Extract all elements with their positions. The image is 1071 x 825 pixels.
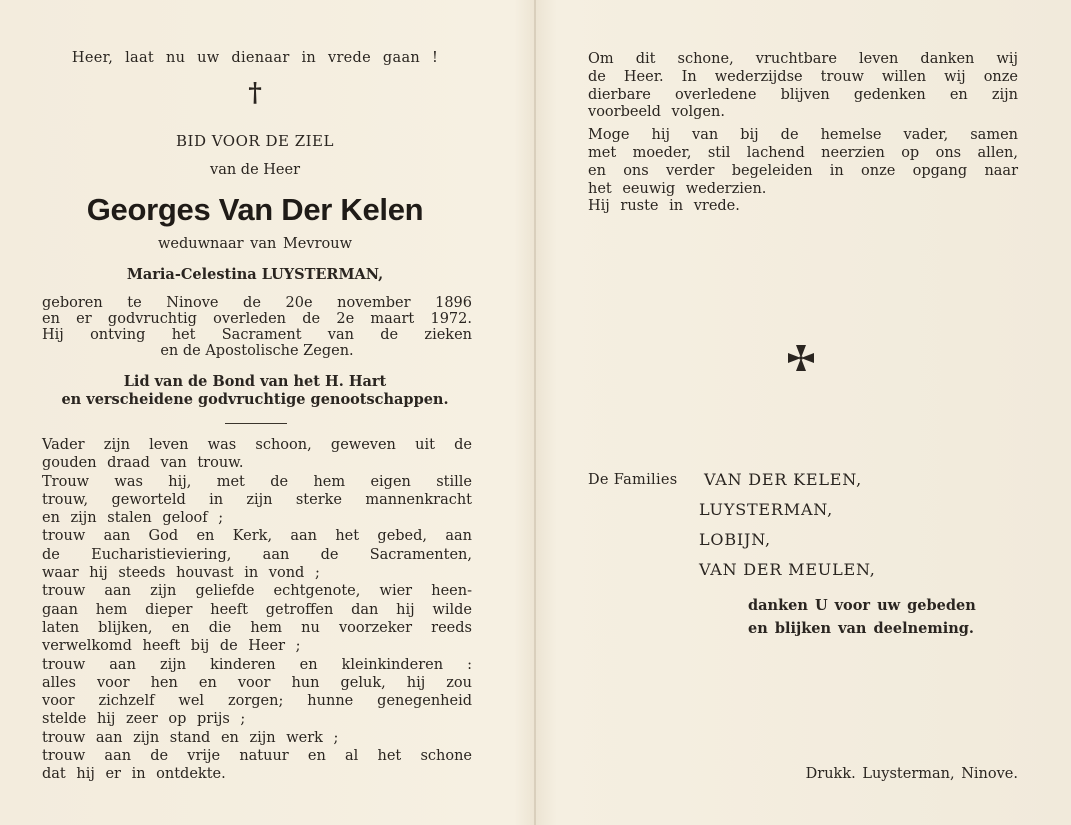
tribute-line: Trouw was hij, met de hem eigen stille [42,473,472,490]
tribute-line: trouw aan zijn geliefde echtgenote, wier heen- [42,583,472,600]
hope-line: het eeuwig wederzien. [588,180,767,197]
printer-credit: Drukk. Luysterman, Ninove. [805,766,1018,782]
thanks-line: voorbeeld volgen. [588,104,725,121]
tribute-line: trouw aan de vrije natuur en al het schone [42,748,472,765]
hope-line: Hij ruste in vrede. [588,198,740,215]
tribute-line: voor zichzelf wel zorgen; hunne genegenheid [42,693,472,710]
family-name: LOBIJN, [699,530,771,549]
detail-line: Hij ontving het Sacrament van de zieken [42,327,472,343]
latin-cross-icon: † [248,78,262,108]
of-the-lord: van de Heer [210,162,300,178]
divider [225,423,287,424]
tribute-line: laten blijken, en die hem nu voorzeker reeds [42,619,472,636]
closing-thanks [748,594,1018,640]
tribute-text [42,436,472,784]
tribute-line: trouw aan zijn kinderen en kleinkinderen : [42,656,472,673]
tribute-line: en zijn stalen geloof ; [42,510,224,527]
tribute-line: trouw, geworteld in zijn sterke mannenkracht [42,491,472,508]
tribute-line: waar hij steeds houvast in vond ; [42,565,320,582]
family-name: LUYSTERMAN, [699,500,833,519]
tribute-line: Vader zijn leven was schoon, geweven uit de [42,437,472,453]
hope-line: en ons verder begeleiden in onze opgang naar [588,162,1018,179]
thanks-line: Om dit schone, vruchtbare leven danken wij [588,51,1018,67]
bid-title: BID VOOR DE ZIEL [176,132,334,150]
closing-line: danken U voor uw gebeden [748,597,976,614]
tribute-line: stelde hij zeer op prijs ; [42,711,246,728]
family-name: VAN DER KELEN, [704,470,862,489]
tribute-line: dat hij er in ontdekte. [42,766,226,783]
detail-line: en er godvruchtig overleden de 2e maart 1972. [42,311,472,327]
detail-line: geboren te Ninove de 20e november 1896 [42,295,472,311]
card-fold [534,0,536,825]
tribute-line: gaan hem dieper heeft getroffen dan hij wilde [42,601,472,618]
wife-name: Maria-Celestina LUYSTERMAN, [126,266,384,283]
cross-pattee-icon [787,344,815,372]
thanks-text [588,51,1018,216]
hope-line: met moeder, stil lachend neerzien op ons allen, [588,144,1018,161]
detail-line: en de Apostolische Zegen. [160,343,354,359]
hope-line: Moge hij van bij de hemelse vader, samen [588,127,1018,144]
families-lead: De Families [588,472,678,488]
tribute-line: gouden draad van trouw. [42,455,244,472]
deceased-name: Georges Van Der Kelen [86,192,424,227]
widower-of: weduwnaar van Mevrouw [157,236,352,252]
thanks-line: dierbare overledene blijven gedenken en zijn [588,86,1018,103]
tribute-line: verwelkomd heeft bij de Heer ; [42,638,301,655]
tribute-line: de Eucharistieviering, aan de Sacramenten, [42,546,472,563]
membership-line: en verscheidene godvruchtige genootschappen. [61,391,449,408]
closing-line: en blijken van deelneming. [748,620,974,637]
motto: Heer, laat nu uw dienaar in vrede gaan ! [71,50,439,66]
tribute-line: trouw aan God en Kerk, aan het gebed, aan [42,528,472,545]
tribute-line: alles voor hen en voor hun geluk, hij zou [42,674,472,691]
membership-line: Lid van de Bond van het H. Hart [123,373,387,390]
membership [38,373,472,409]
tribute-line: trouw aan zijn stand en zijn werk ; [42,729,339,746]
family-name: VAN DER MEULEN, [699,560,876,579]
birth-death-details [42,295,472,359]
thanks-line: de Heer. In wederzijdse trouw willen wij onze [588,68,1018,85]
